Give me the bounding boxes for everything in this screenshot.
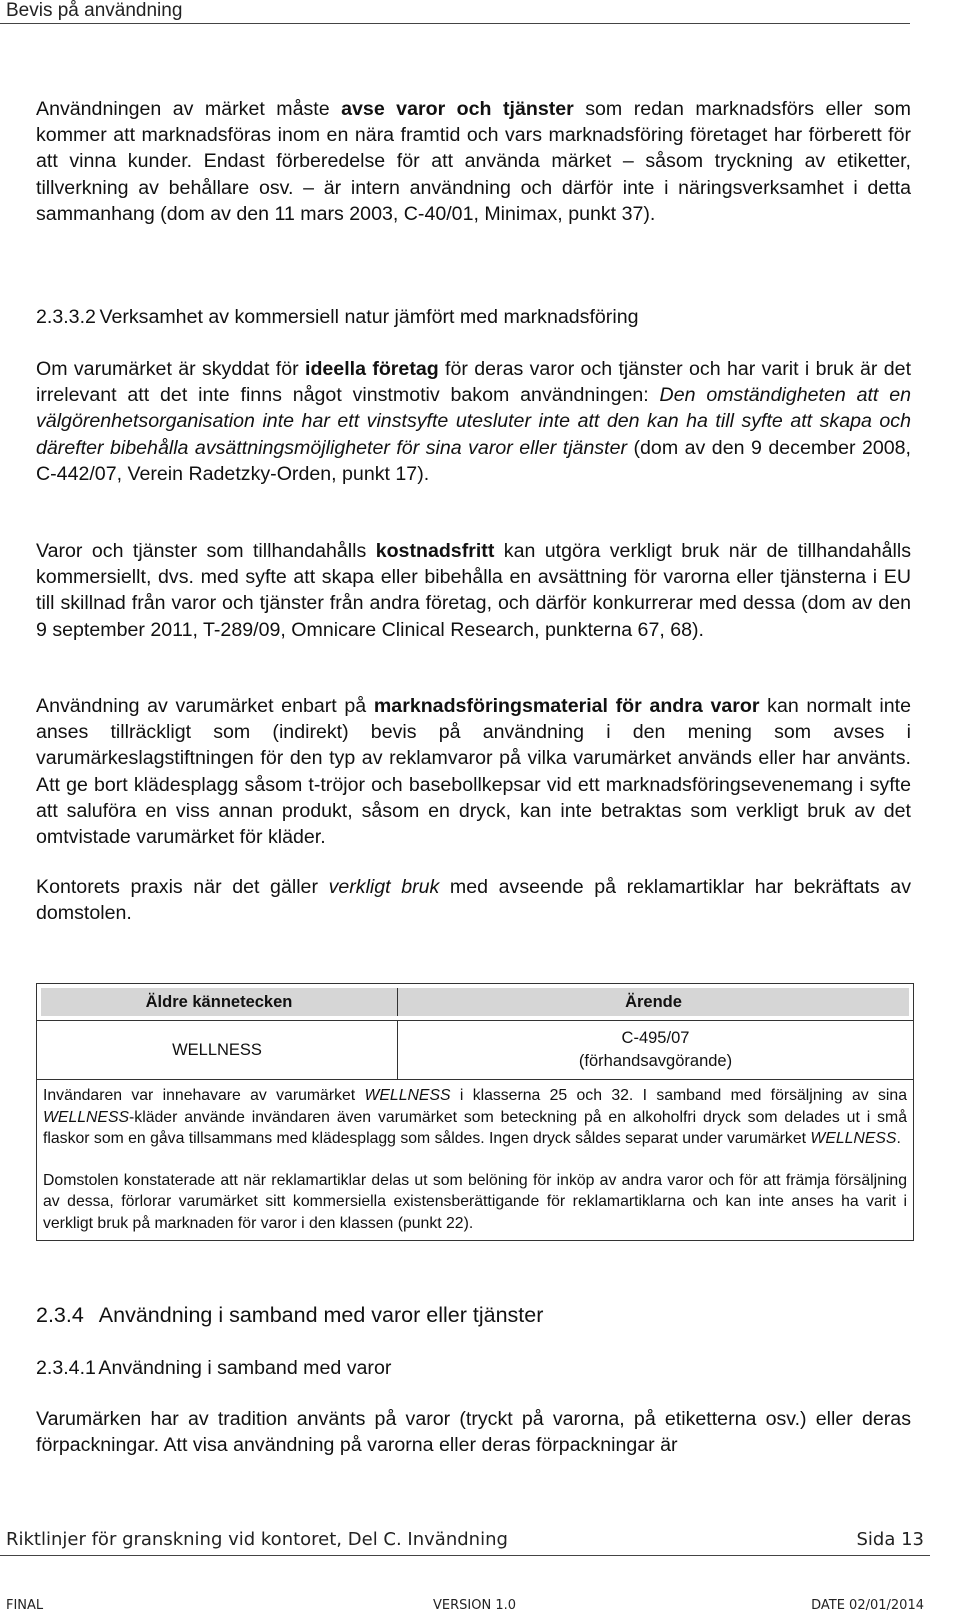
section-number: 2.3.4.1 bbox=[36, 1357, 96, 1379]
italic-run: WELLNESS bbox=[810, 1130, 897, 1147]
running-header: Bevis på användning bbox=[6, 0, 183, 21]
bold-run: ideella företag bbox=[305, 358, 439, 380]
italic-run: WELLNESS bbox=[43, 1108, 130, 1126]
section-title: Användning i samband med varor bbox=[98, 1357, 392, 1379]
header-rule bbox=[0, 23, 910, 24]
case-table-body bbox=[37, 1080, 913, 1240]
section-number: 2.3.4 bbox=[36, 1303, 84, 1327]
case-number: C-495/07 bbox=[621, 1029, 690, 1047]
bold-run: marknadsföringsmaterial för andra varor bbox=[373, 695, 760, 717]
paragraph-free-of-charge bbox=[36, 538, 911, 643]
section-number: 2.3.3.2 bbox=[36, 306, 96, 328]
section-heading-2-3-3-2 bbox=[36, 306, 638, 329]
paragraph-market-use bbox=[36, 96, 911, 227]
case-conclusion: Domstolen konstaterade att när reklamartiklar delas ut som belöning för inköp av andra varor och för att främja försäljning av dessa, förlorar varumärket sitt kommersiella existensberättigande för reklamartiklarna och kan inte anses ha varit i verkligt bruk på marknaden för varor i den klassen (punkt 22). bbox=[43, 1171, 907, 1232]
italic-run: verkligt bruk bbox=[328, 876, 440, 898]
text-run: som redan marknadsförs eller som kommer att marknadsföras inom en nära framtid och vars marknadsföring företaget har förberett för att vinna kunder. Endast förberedelse för att använda märket – såsom tryckning av etiketter, tillverkning av behållare osv. – är intern användning och därför inte i näringsverksamhet i detta sammanhang (dom av den 11 mars 2003, C-40/01, Minimax, punkt 37). bbox=[36, 98, 911, 225]
earlier-mark-header: Äldre kännetecken bbox=[41, 988, 398, 1016]
text-run: kan utgöra verkligt bruk när de tillhandahålls kommersiellt, dvs. med syfte att skapa eller bibehålla en avsättning för varorna eller tjänsterna i EU till skillnad från varor och tjänster från andra företag, och därför konkurrerar med dessa (dom av den 9 september 2011, T-289/09, Omnicare Clinical Research, punkterna 67, 68). bbox=[36, 540, 911, 641]
text-run: Användning av varumärket enbart på bbox=[36, 695, 374, 717]
italic-run: WELLNESS bbox=[364, 1087, 451, 1104]
paragraph-use-on-goods: Varumärken har av tradition använts på varor (tryckt på varorna, på etiketterna osv.) eller deras förpackningar. Att visa användning på varorna eller deras förpackningar är bbox=[36, 1408, 911, 1457]
text-run: . bbox=[896, 1130, 901, 1147]
section-heading-2-3-4 bbox=[36, 1303, 543, 1328]
footer-date: DATE 02/01/2014 bbox=[811, 1598, 924, 1613]
text-run: Invändaren var innehavare av varumärket bbox=[43, 1087, 365, 1104]
case-facts bbox=[43, 1085, 907, 1150]
paragraph-office-practice bbox=[36, 874, 911, 926]
text-run: (dom av den 9 december 2008, C-442/07, Verein Radetzky-Orden, punkt 17). bbox=[36, 436, 912, 485]
footer-version: VERSION 1.0 bbox=[433, 1598, 516, 1613]
text-run: kan normalt inte anses tillräckligt som (indirekt) bevis på användning i den mening som avses i varumärkeslagstiftningen för den typ av reklamvaror på vilka varumärket används eller har använts. Att ge bort klädesplagg såsom t-tröjor och basebollkepsar vid ett marknadsföringsevenemang i syfte att saluföra en viss annan produkt, såsom en dryck, kan inte betraktas som verkligt bruk av det omtvistade varumärket för kläder. bbox=[36, 695, 911, 849]
section-title: Användning i samband med varor eller tjänster bbox=[98, 1303, 544, 1327]
text-run: Om varumärket är skyddat för bbox=[36, 358, 305, 380]
bold-run: avse varor och tjänster bbox=[341, 98, 574, 120]
italic-run: Den omständigheten att en välgörenhetsorganisation inte har ett vinstsyfte utesluter inte att den kan ha till syfte att skapa och därefter bibehålla avsättningsmöjligheter för sina varor eller tjänster bbox=[36, 384, 911, 459]
text-run: med avseende på reklamartiklar har bekräftats av domstolen. bbox=[36, 876, 911, 925]
case-header: Ärende bbox=[398, 988, 909, 1016]
footer-status: FINAL bbox=[6, 1598, 44, 1613]
footer-rule bbox=[0, 1555, 930, 1556]
case-cell bbox=[398, 1021, 913, 1079]
footer-page-number: Sida 13 bbox=[856, 1529, 924, 1550]
case-type: (förhandsavgörande) bbox=[578, 1052, 733, 1070]
text-run: för deras varor och tjänster och har varit i bruk är det irrelevant att det inte finns något vinstmotiv bakom användningen: bbox=[36, 358, 912, 407]
case-table-header-row bbox=[37, 984, 913, 1021]
section-heading-2-3-4-1 bbox=[36, 1357, 391, 1380]
case-table bbox=[36, 983, 914, 1241]
text-run: Användningen av märket måste bbox=[36, 98, 342, 120]
text-run: -kläder använde invändaren även varumärket som beteckning på en alkoholfri dryck som delades ut i små flaskor som en gåva tillsammans med klädesplagg som såldes. Ingen dryck såldes separat under varumärket bbox=[43, 1108, 907, 1147]
footer-doc-title: Riktlinjer för granskning vid kontoret, Del C. Invändning bbox=[6, 1529, 508, 1550]
paragraph-promotional-material bbox=[36, 693, 911, 850]
bold-run: kostnadsfritt bbox=[375, 540, 495, 562]
paragraph-non-profit bbox=[36, 356, 911, 487]
section-title: Verksamhet av kommersiell natur jämfört med marknadsföring bbox=[99, 306, 639, 328]
earlier-mark-cell: WELLNESS bbox=[37, 1021, 398, 1079]
text-run: i klasserna 25 och 32. I samband med försäljning av sina bbox=[450, 1087, 907, 1104]
case-table-row bbox=[37, 1021, 913, 1080]
text-run: Kontorets praxis när det gäller bbox=[36, 876, 329, 898]
text-run: Varor och tjänster som tillhandahålls bbox=[36, 540, 376, 562]
